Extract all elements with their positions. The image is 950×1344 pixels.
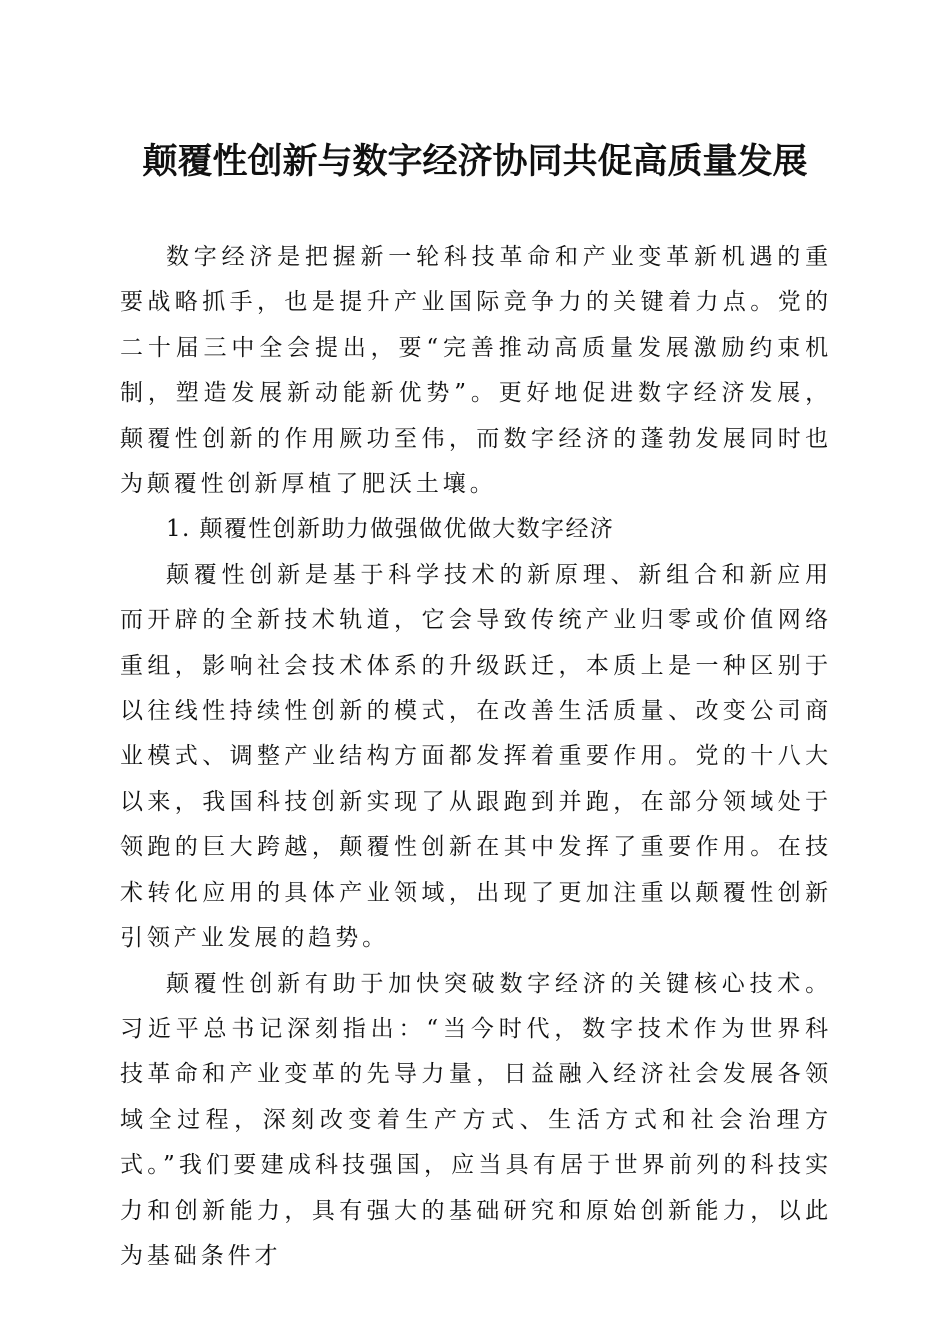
section-heading: 1. 颠覆性创新助力做强做优做大数字经济 bbox=[166, 516, 615, 543]
body-paragraph: 颠覆性创新有助于加快突破数字经济的关键核心技术。习近平总书记深刻指出：“当今时代，数字技术作为世界科技革命和产业变革的先导力量，日益融入经济社会发展各领域全过程，深刻改变着生产方式、生活方式和社会治理方式。”我们要建成科技强国，应当具有居于世界前列的科技实力和创新能力，具有强大的基础研究和原始创新能力，以此为基础条件才 bbox=[120, 970, 832, 1269]
intro-paragraph: 数字经济是把握新一轮科技革命和产业变革新机遇的重要战略抓手，也是提升产业国际竞争力的关键着力点。党的二十届三中全会提出，要“完善推动高质量发展激励约束机制，塑造发展新动能新优势”。更好地促进数字经济发展，颠覆性创新的作用厥功至伟，而数字经济的蓬勃发展同时也为颠覆性创新厚植了肥沃土壤。 bbox=[120, 244, 832, 498]
document-body bbox=[120, 235, 832, 1279]
document-title: 颠覆性创新与数字经济协同共促高质量发展 bbox=[142, 141, 808, 182]
body-paragraph: 颠覆性创新是基于科学技术的新原理、新组合和新应用而开辟的全新技术轨道，它会导致传统产业归零或价值网络重组，影响社会技术体系的升级跃迁，本质上是一种区别于以往线性持续性创新的模式，在改善生活质量、改变公司商业模式、调整产业结构方面都发挥着重要作用。党的十八大以来，我国科技创新实现了从跟跑到并跑，在部分领域处于领跑的巨大跨越，颠覆性创新在其中发挥了重要作用。在技术转化应用的具体产业领域，出现了更加注重以颠覆性创新引领产业发展的趋势。 bbox=[120, 561, 832, 952]
